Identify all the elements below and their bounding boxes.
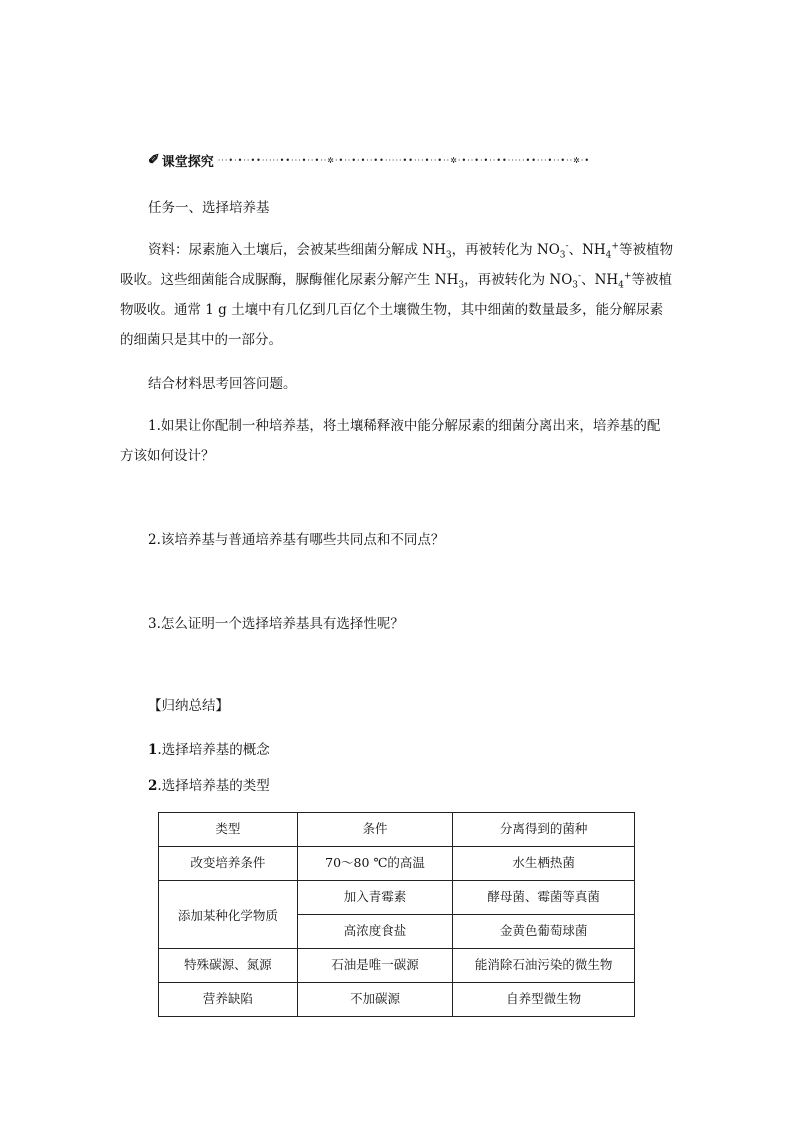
pen-icon: ✐ [148, 152, 160, 168]
table-cell: 营养缺陷 [159, 983, 298, 1017]
table-cell: 酵母菌、霉菌等真菌 [453, 881, 635, 915]
section-title: 课堂探究 [161, 154, 214, 170]
material-line-1: 资料：尿素施入土壤后，会被某些细菌分解成 $NH_3$，再被转化为 $NO_3^-$、$NH_4^+$等被植物 [148, 241, 673, 261]
table-cell: 添加某种化学物质 [159, 881, 298, 949]
material-line-2: 吸收。这些细菌能合成脲酶，脲酶催化尿素分解产生 $NH_3$，再被转化为 $NO_3^-$、$NH_4^+$等被植 [120, 271, 672, 291]
prompt-text: 结合材料思考回答问题。 [148, 376, 297, 392]
question-1-line-1: 1.如果让你配制一种培养基，将土壤稀释液中能分解尿素的细菌分离出来，培养基的配 [148, 418, 661, 434]
summary-item-1: 1.选择培养基的概念 [148, 742, 270, 758]
question-3: 3.怎么证明一个选择培养基具有选择性呢？ [148, 616, 404, 632]
table-cell: 水生栖热菌 [453, 847, 635, 881]
table-row [159, 949, 635, 983]
dotted-divider: ···•·•··••·····••···•··•··✲·•··•·•··••·····••···•··•··✲·•··•·•··••·····••···•··•··✲·• [217, 155, 591, 165]
table-cell: 加入青霉素 [297, 881, 453, 915]
table-cell: 特殊碳源、氮源 [159, 949, 298, 983]
table-header-row [159, 813, 635, 847]
table-row [159, 847, 635, 881]
material-line-3: 物吸收。通常 1 g 土壤中有几亿到几百亿个土壤微生物，其中细菌的数量最多，能分解尿素 [120, 302, 664, 318]
summary-item-2: 2.选择培养基的类型 [148, 778, 270, 794]
table-cell: 高浓度食盐 [297, 915, 453, 949]
table-cell: 改变培养条件 [159, 847, 298, 881]
table-cell: 石油是唯一碳源 [297, 949, 453, 983]
table-cell: 能消除石油污染的微生物 [453, 949, 635, 983]
table-row [159, 983, 635, 1017]
table-header-cell: 分离得到的菌种 [453, 813, 635, 847]
table-header-cell: 条件 [297, 813, 453, 847]
table-row [159, 881, 635, 915]
table-cell: 金黄色葡萄球菌 [453, 915, 635, 949]
table-cell: 不加碳源 [297, 983, 453, 1017]
summary-heading: 【归纳总结】 [148, 698, 229, 714]
medium-types-table [158, 812, 635, 1017]
table-header-cell: 类型 [159, 813, 298, 847]
table-cell: 70～80 ℃的高温 [297, 847, 453, 881]
task-heading: 任务一、选择培养基 [148, 200, 270, 216]
question-1-line-2: 方该如何设计？ [120, 448, 215, 464]
section-header [148, 150, 708, 170]
material-line-4: 的细菌只是其中的一部分。 [120, 332, 282, 348]
question-2: 2.该培养基与普通培养基有哪些共同点和不同点？ [148, 532, 445, 548]
table-cell: 自养型微生物 [453, 983, 635, 1017]
